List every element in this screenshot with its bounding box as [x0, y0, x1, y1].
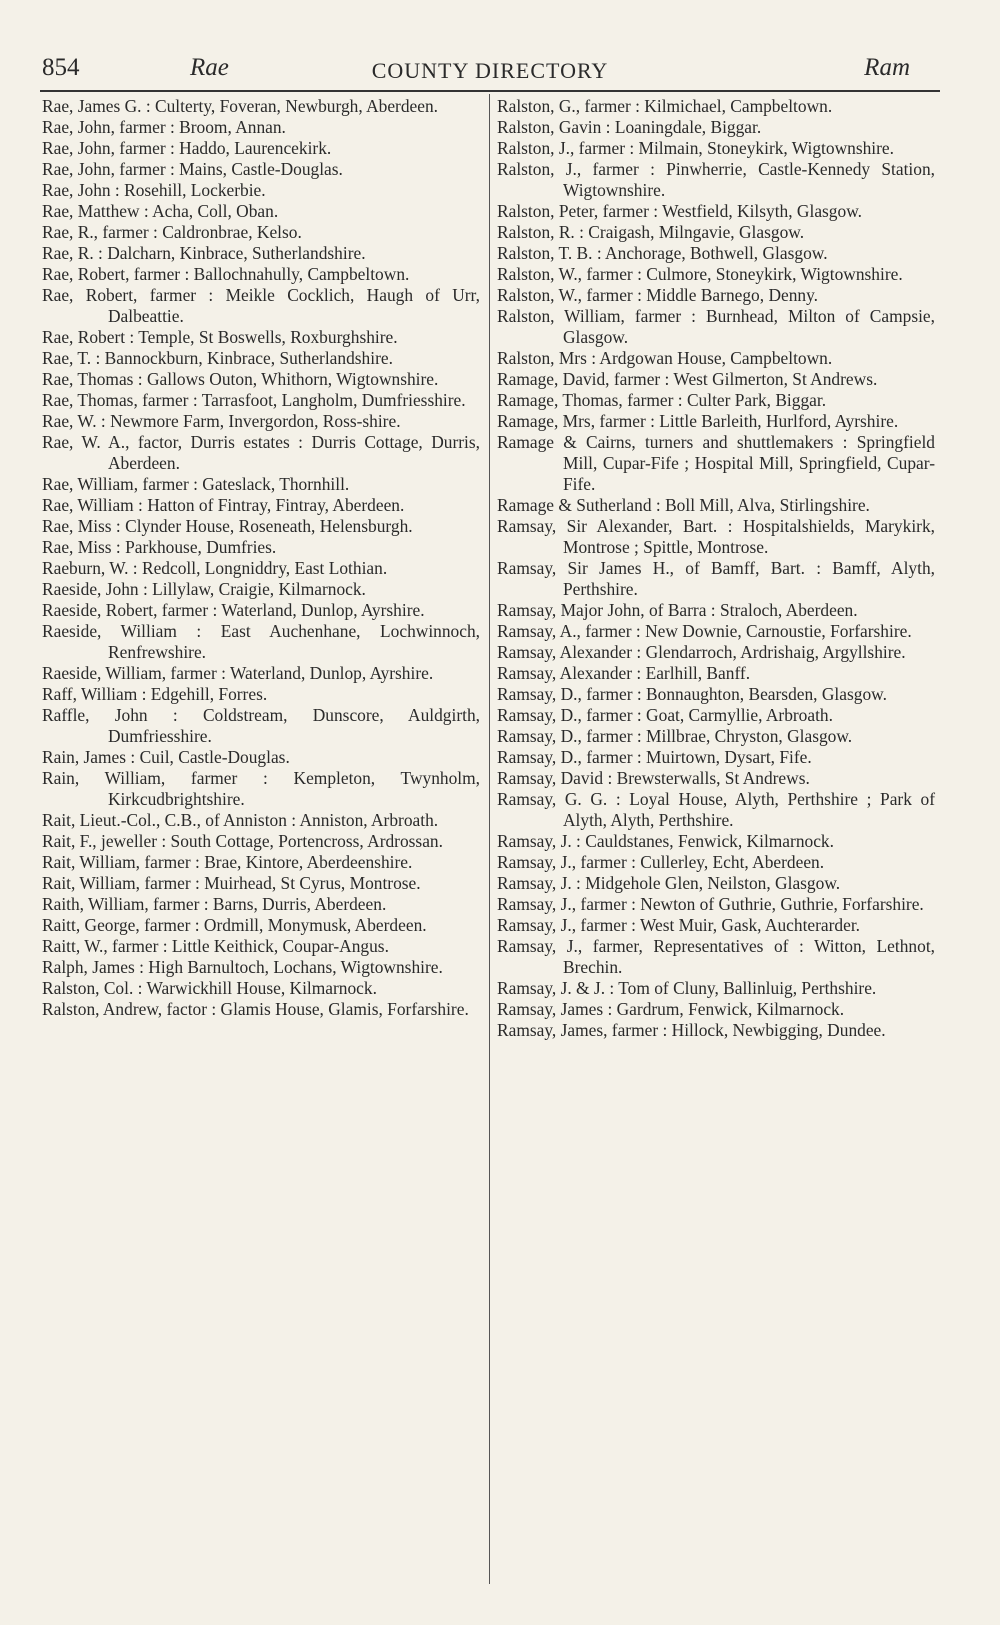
directory-entry: Raeburn, W. : Redcoll, Longniddry, East Lothian.: [42, 558, 388, 578]
directory-entry: Ramsay, Sir James H., of Bamff, Bart. : Bamff, Alyth, Perthshire.: [497, 558, 935, 599]
directory-entry: Ralston, J., farmer : Pinwherrie, Castle-Kennedy Station, Wigtownshire.: [497, 159, 935, 200]
directory-entry: Ramsay, D., farmer : Goat, Carmyllie, Arbroath.: [497, 705, 833, 725]
directory-entry: Rae, John : Rosehill, Lockerbie.: [42, 180, 266, 200]
directory-entry: Raff, William : Edgehill, Forres.: [42, 684, 268, 704]
directory-entry: Ralston, W., farmer : Middle Barnego, Denny.: [497, 285, 819, 305]
directory-entry: Ralston, T. B. : Anchorage, Bothwell, Glasgow.: [497, 243, 828, 263]
directory-entry: Rae, James G. : Culterty, Foveran, Newburgh, Aberdeen.: [42, 96, 439, 116]
directory-entry: Ramsay, J., farmer : West Muir, Gask, Auchterarder.: [497, 915, 861, 935]
directory-entry: Raffle, John : Coldstream, Dunscore, Auldgirth, Dumfriesshire.: [42, 705, 480, 746]
page-number: 854: [42, 54, 80, 81]
directory-entry: Ramsay, D., farmer : Bonnaughton, Bearsden, Glasgow.: [497, 684, 887, 704]
directory-entry: Rae, R. : Dalcharn, Kinbrace, Sutherlandshire.: [42, 243, 366, 263]
right-column: [497, 96, 935, 1041]
page-header: [40, 54, 940, 86]
directory-entry: Rae, William, farmer : Gateslack, Thornhill.: [42, 474, 350, 494]
directory-entry: Ramsay, Sir Alexander, Bart. : Hospitalshields, Marykirk, Montrose ; Spittle, Montrose.: [497, 516, 935, 557]
directory-entry: Rae, John, farmer : Mains, Castle-Douglas.: [42, 159, 343, 179]
directory-entry: Ramage, Thomas, farmer : Culter Park, Biggar.: [497, 390, 827, 410]
directory-entry: Ralston, William, farmer : Burnhead, Milton of Campsie, Glasgow.: [497, 306, 935, 347]
directory-entry: Rae, W. A., factor, Durris estates : Durris Cottage, Durris, Aberdeen.: [42, 432, 480, 473]
directory-entry: Ramsay, J., farmer : Newton of Guthrie, Guthrie, Forfarshire.: [497, 894, 924, 914]
directory-entry: Ramsay, J., farmer : Cullerley, Echt, Aberdeen.: [497, 852, 825, 872]
directory-entry: Raitt, W., farmer : Little Keithick, Coupar-Angus.: [42, 936, 389, 956]
directory-entry: Ramsay, D., farmer : Muirtown, Dysart, Fife.: [497, 747, 812, 767]
left-column: [42, 96, 480, 1020]
directory-entry: Ralston, R. : Craigash, Milngavie, Glasgow.: [497, 222, 805, 242]
directory-entry: Rae, W. : Newmore Farm, Invergordon, Ross-shire.: [42, 411, 401, 431]
directory-entry: Ramage & Cairns, turners and shuttlemakers : Springfield Mill, Cupar-Fife ; Hospital Mill, Springfield, Cupar-Fife.: [497, 432, 935, 494]
directory-entry: Ramsay, D., farmer : Millbrae, Chryston, Glasgow.: [497, 726, 853, 746]
directory-entry: Ramsay, James, farmer : Hillock, Newbigging, Dundee.: [497, 1020, 886, 1040]
right-guide-word: Ram: [864, 54, 910, 81]
left-guide-word: Rae: [190, 54, 229, 81]
directory-entry: Ramsay, James : Gardrum, Fenwick, Kilmarnock.: [497, 999, 845, 1019]
directory-entry: Ramsay, J., farmer, Representatives of : Witton, Lethnot, Brechin.: [497, 936, 935, 977]
directory-entry: Ramage, Mrs, farmer : Little Barleith, Hurlford, Ayrshire.: [497, 411, 899, 431]
directory-entry: Rae, T. : Bannockburn, Kinbrace, Sutherlandshire.: [42, 348, 393, 368]
directory-entry: Rait, William, farmer : Brae, Kintore, Aberdeenshire.: [42, 852, 413, 872]
directory-entry: Rae, Robert, farmer : Ballochnahully, Campbeltown.: [42, 264, 410, 284]
directory-entry: Rain, William, farmer : Kempleton, Twynholm, Kirkcudbrightshire.: [42, 768, 480, 809]
directory-entry: Rae, John, farmer : Broom, Annan.: [42, 117, 286, 137]
directory-entry: Rae, Robert : Temple, St Boswells, Roxburghshire.: [42, 327, 398, 347]
directory-entry: Rain, James : Cuil, Castle-Douglas.: [42, 747, 290, 767]
directory-entry: Rae, Miss : Parkhouse, Dumfries.: [42, 537, 277, 557]
directory-entry: Ramage & Sutherland : Boll Mill, Alva, Stirlingshire.: [497, 495, 870, 515]
directory-entry: Raeside, John : Lillylaw, Craigie, Kilmarnock.: [42, 579, 366, 599]
directory-entry: Ramsay, A., farmer : New Downie, Carnoustie, Forfarshire.: [497, 621, 912, 641]
directory-entry: Ralston, G., farmer : Kilmichael, Campbeltown.: [497, 96, 833, 116]
directory-entry: Rait, Lieut.-Col., C.B., of Anniston : Anniston, Arbroath.: [42, 810, 439, 830]
directory-entry: Raitt, George, farmer : Ordmill, Monymusk, Aberdeen.: [42, 915, 427, 935]
directory-entry: Ramsay, J. : Cauldstanes, Fenwick, Kilmarnock.: [497, 831, 834, 851]
page-title: COUNTY DIRECTORY: [371, 58, 609, 83]
directory-entry: Rae, Thomas, farmer : Tarrasfoot, Langholm, Dumfriesshire.: [42, 390, 466, 410]
directory-entry: Rae, Matthew : Acha, Coll, Oban.: [42, 201, 279, 221]
directory-entry: Ramsay, J. : Midgehole Glen, Neilston, Glasgow.: [497, 873, 841, 893]
directory-entry: Raeside, Robert, farmer : Waterland, Dunlop, Ayrshire.: [42, 600, 425, 620]
directory-entry: Raith, William, farmer : Barns, Durris, Aberdeen.: [42, 894, 387, 914]
directory-entry: Rae, William : Hatton of Fintray, Fintray, Aberdeen.: [42, 495, 405, 515]
directory-entry: Raeside, William, farmer : Waterland, Dunlop, Ayrshire.: [42, 663, 434, 683]
directory-entry: Ralph, James : High Barnultoch, Lochans, Wigtownshire.: [42, 957, 443, 977]
directory-entry: Ramage, David, farmer : West Gilmerton, St Andrews.: [497, 369, 878, 389]
directory-entry: Ramsay, Alexander : Glendarroch, Ardrishaig, Argyllshire.: [497, 642, 906, 662]
directory-entry: Ralston, Col. : Warwickhill House, Kilmarnock.: [42, 978, 377, 998]
directory-entry: Rae, Thomas : Gallows Outon, Whithorn, Wigtownshire.: [42, 369, 439, 389]
directory-entry: Ramsay, G. G. : Loyal House, Alyth, Perthshire ; Park of Alyth, Alyth, Perthshire.: [497, 789, 935, 830]
directory-entry: Ralston, W., farmer : Culmore, Stoneykirk, Wigtownshire.: [497, 264, 903, 284]
directory-entry: Ramsay, J. & J. : Tom of Cluny, Ballinluig, Perthshire.: [497, 978, 877, 998]
directory-entry: Rae, Miss : Clynder House, Roseneath, Helensburgh.: [42, 516, 413, 536]
column-divider: [489, 94, 490, 1584]
directory-entry: Raeside, William : East Auchenhane, Lochwinnoch, Renfrewshire.: [42, 621, 480, 662]
directory-entry: Rae, R., farmer : Caldronbrae, Kelso.: [42, 222, 302, 242]
directory-entry: Ralston, J., farmer : Milmain, Stoneykirk, Wigtownshire.: [497, 138, 894, 158]
directory-entry: Ramsay, Major John, of Barra : Straloch, Aberdeen.: [497, 600, 858, 620]
directory-entry: Ralston, Mrs : Ardgowan House, Campbeltown.: [497, 348, 833, 368]
directory-entry: Rae, Robert, farmer : Meikle Cocklich, Haugh of Urr, Dalbeattie.: [42, 285, 480, 326]
directory-entry: Ralston, Andrew, factor : Glamis House, Glamis, Forfarshire.: [42, 999, 469, 1019]
directory-entry: Rae, John, farmer : Haddo, Laurencekirk.: [42, 138, 332, 158]
directory-entry: Ralston, Gavin : Loaningdale, Biggar.: [497, 117, 762, 137]
directory-entry: Ralston, Peter, farmer : Westfield, Kilsyth, Glasgow.: [497, 201, 862, 221]
directory-entry: Ramsay, David : Brewsterwalls, St Andrews.: [497, 768, 810, 788]
directory-entry: Rait, William, farmer : Muirhead, St Cyrus, Montrose.: [42, 873, 421, 893]
header-rule: [40, 90, 940, 92]
directory-entry: Ramsay, Alexander : Earlhill, Banff.: [497, 663, 751, 683]
directory-entry: Rait, F., jeweller : South Cottage, Portencross, Ardrossan.: [42, 831, 443, 851]
